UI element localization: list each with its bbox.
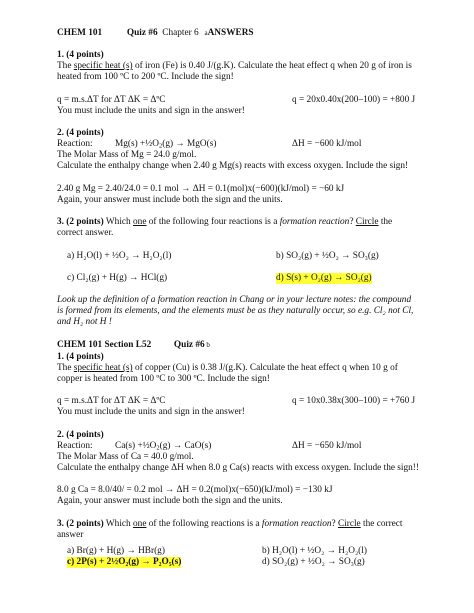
q3-option-d-correct: d) S(s) + O₂(g) → SO₂(g) — [276, 273, 372, 283]
q1-heading: 1. (4 points) — [57, 50, 104, 60]
q3b-text-line1: 3. (2 points) Which one of the following reactions is a formation reaction? Circle the correct — [57, 519, 403, 529]
q2b-calc: 8.0 g Ca = 8.0/40/ = 0.2 mol → ΔH = 0.2(mol)x(−650)(kJ/mol) = −130 kJ — [57, 485, 333, 495]
quiz-number: Quiz #6 — [173, 340, 205, 350]
chapter-label: Chapter 6 — [162, 28, 199, 38]
q2-reaction-equation: $Mg(s) +\frac{1}{2}O_2(g) \to MgO(s)$ — [115, 139, 217, 150]
lookup-note-line1: Look up the definition of a formation reaction in Chang or in your lecture notes: the compound — [57, 295, 412, 305]
q3b-text-line2: answer — [57, 530, 84, 540]
q3-option-b: b) SO₂(g) + ½O₂ → SO₃(g) — [276, 251, 379, 261]
q2-molar-mass: The Molar Mass of Mg = 24.0 g/mol. — [57, 150, 197, 160]
q1b-formula: q = m.s.ΔT for ΔT ΔK = ΔºC — [57, 396, 166, 406]
q3b-option-c-correct: c) 2P(s) + 2½O₂(g) → P₂O₅(s) — [67, 557, 182, 567]
quiz-number: Quiz #6 — [126, 28, 158, 38]
q2-delta-h: ΔH = −600 kJ/mol — [292, 139, 362, 149]
q2b-reaction-equation: $Ca(s) +\frac{1}{2}O_2(g) \to CaO(s)$ — [115, 441, 212, 452]
q2b-note: Again, your answer must include both the sign and the units. — [57, 496, 283, 506]
variant-label: a — [204, 29, 208, 37]
q1-text-line1: The specific heat (s) of iron (Fe) is 0.40 J/(g.K). Calculate the heat effect q when 20 g of iron is — [57, 61, 412, 71]
lookup-note-line3: and H₂ not H ! — [57, 317, 112, 327]
q2b-question: Calculate the enthalpy change ΔH when 8.0 g Ca(s) reacts with excess oxygen. Include the sign!! — [57, 463, 419, 473]
q3-text-line2: correct answer. — [57, 228, 114, 238]
q1b-text-line2: copper is heated from 100 ºC to 300 ºC. Include the sign! — [57, 374, 270, 384]
specific-heat-term: specific heat (s) — [73, 363, 133, 373]
q1-answer: q = 20x0.40x(200–100) = +800 J — [292, 95, 416, 105]
q2b-delta-h: ΔH = −650 kJ/mol — [292, 441, 362, 451]
q2b-heading: 2. (4 points) — [57, 430, 104, 440]
q2-reaction: Reaction: — [57, 139, 93, 149]
q1b-note: You must include the units and sign in the answer! — [57, 407, 245, 417]
course-title: CHEM 101 — [57, 28, 103, 38]
quiz-b-header — [57, 340, 210, 351]
q1b-heading: 1. (4 points) — [57, 352, 104, 362]
q3b-option-b: b) H₂O(l) + ½O₂ → H₂O₂(l) — [262, 546, 367, 556]
course-section-title: CHEM 101 Section L52 — [57, 340, 152, 350]
q2-question: Calculate the enthalpy change when 2.40 g Mg(s) reacts with excess oxygen. Include the sign! — [57, 161, 409, 171]
q3b-option-d: d) SO₂(g) + ½O₂ → SO₃(g) — [262, 557, 365, 567]
q1b-text-line1: The specific heat (s) of copper (Cu) is 0.38 J/(g.K). Calculate the heat effect q when 10 g of — [57, 363, 398, 373]
q1b-answer: q = 10x0.38x(300–100) = +760 J — [292, 396, 416, 406]
quiz-a-header — [57, 28, 254, 39]
q3-text-line1: 3. (2 points) Which one of the following four reactions is a formation reaction? Circle the — [57, 217, 393, 227]
specific-heat-term: specific heat (s) — [73, 61, 133, 71]
q2-heading: 2. (4 points) — [57, 128, 104, 138]
q3-option-c: c) Cl₂(g) + H(g) → HCl(g) — [67, 273, 168, 283]
lookup-note-line2: is formed from its elements, and the elements must be as they naturally occur, so e.g. Cl₂ not Cl, — [57, 306, 414, 316]
q2-note: Again, your answer must include both the sign and the units. — [57, 195, 283, 205]
q2b-reaction: Reaction: — [57, 441, 93, 451]
q3-option-a: a) H₂O(l) + ½O₂ → H₂O₂(l) — [67, 251, 172, 261]
q1-text-line2: heated from 100 ºC to 200 ºC. Include the sign! — [57, 72, 234, 82]
q2b-molar-mass: The Molar Mass of Ca = 40.0 g/mol. — [57, 452, 194, 462]
answers-label: ANSWERS — [207, 28, 254, 38]
q1-formula: q = m.s.ΔT for ΔT ΔK = ΔºC — [57, 95, 166, 105]
variant-label: b — [206, 341, 210, 349]
q2-calc: 2.40 g Mg = 2.40/24.0 = 0.1 mol → ΔH = 0.1(mol)x(−600)(kJ/mol) = −60 kJ — [57, 184, 345, 194]
q1-note: You must include the units and sign in the answer! — [57, 106, 245, 116]
q3b-option-a: a) Br(g) + H(g) → HBr(g) — [67, 546, 165, 556]
